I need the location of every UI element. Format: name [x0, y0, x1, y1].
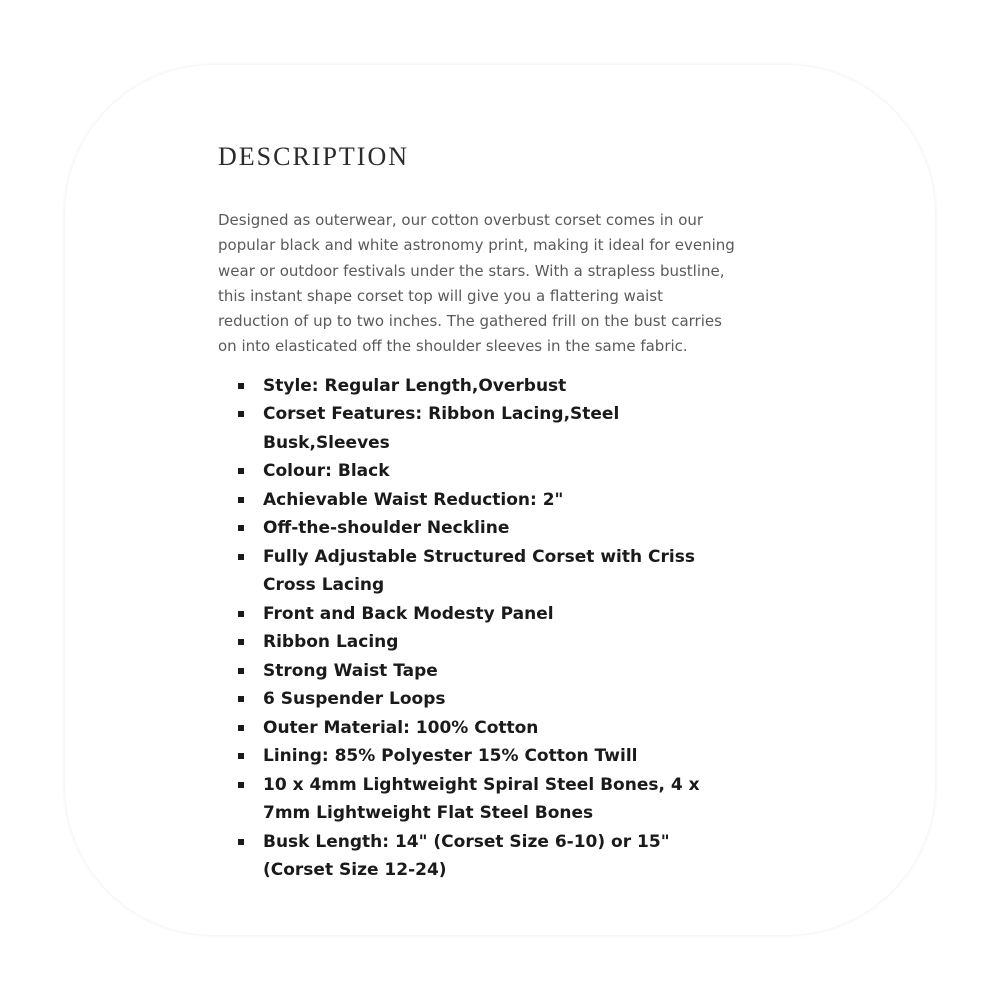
feature-text: Busk Length: 14" (Corset Size 6-10) or 15" (Corset Size 12-24) — [263, 831, 670, 881]
feature-list-item — [238, 628, 738, 657]
square-bullet-icon — [238, 639, 244, 645]
square-bullet-icon — [238, 411, 244, 417]
square-bullet-icon — [238, 696, 244, 702]
feature-list-item — [238, 742, 738, 771]
feature-list-item — [238, 828, 738, 885]
feature-text: Outer Material: 100% Cotton — [263, 717, 539, 738]
feature-list-item — [238, 600, 738, 629]
feature-text: Front and Back Modesty Panel — [263, 603, 554, 624]
feature-list-item — [238, 714, 738, 743]
feature-list-item — [238, 685, 738, 714]
feature-text: Lining: 85% Polyester 15% Cotton Twill — [263, 746, 638, 767]
feature-text: Style: Regular Length,Overbust — [263, 375, 567, 396]
feature-text: Corset Features: Ribbon Lacing,Steel Busk,Sleeves — [263, 404, 620, 453]
square-bullet-icon — [238, 668, 244, 674]
square-bullet-icon — [238, 497, 244, 503]
feature-text: Strong Waist Tape — [263, 660, 438, 681]
square-bullet-icon — [238, 725, 244, 731]
square-bullet-icon — [238, 782, 244, 788]
section-heading: DESCRIPTION — [218, 142, 410, 171]
feature-text: 10 x 4mm Lightweight Spiral Steel Bones, 4 x 7mm Lightweight Flat Steel Bones — [263, 774, 700, 824]
square-bullet-icon — [238, 839, 244, 845]
description-section — [218, 138, 738, 885]
square-bullet-icon — [238, 383, 244, 389]
feature-list-item — [238, 543, 738, 600]
feature-list-item — [238, 771, 738, 828]
square-bullet-icon — [238, 468, 244, 474]
feature-list-item — [238, 486, 738, 515]
feature-list-item — [238, 400, 738, 457]
feature-text: 6 Suspender Loops — [263, 689, 446, 710]
feature-list-item — [238, 657, 738, 686]
feature-text: Colour: Black — [263, 461, 390, 482]
square-bullet-icon — [238, 753, 244, 759]
description-paragraph: Designed as outerwear, our cotton overbust corset comes in our popular black and white astronomy print, making it ideal for evening wear or outdoor festivals under the stars. With a strapless bustline, this instant shape corset top will give you a flattering waist reduction of up to two inches. The gathered frill on the bust carries on into elasticated off the shoulder sleeves in the same fabric. — [218, 211, 735, 356]
square-bullet-icon — [238, 554, 244, 560]
feature-text: Achievable Waist Reduction: 2" — [263, 489, 564, 510]
feature-list-item — [238, 372, 738, 401]
square-bullet-icon — [238, 611, 244, 617]
feature-list — [218, 372, 738, 885]
feature-list-item — [238, 514, 738, 543]
feature-text: Off-the-shoulder Neckline — [263, 518, 510, 539]
feature-text: Fully Adjustable Structured Corset with Criss Cross Lacing — [263, 546, 695, 596]
feature-text: Ribbon Lacing — [263, 632, 399, 653]
square-bullet-icon — [238, 525, 244, 531]
feature-list-item — [238, 457, 738, 486]
